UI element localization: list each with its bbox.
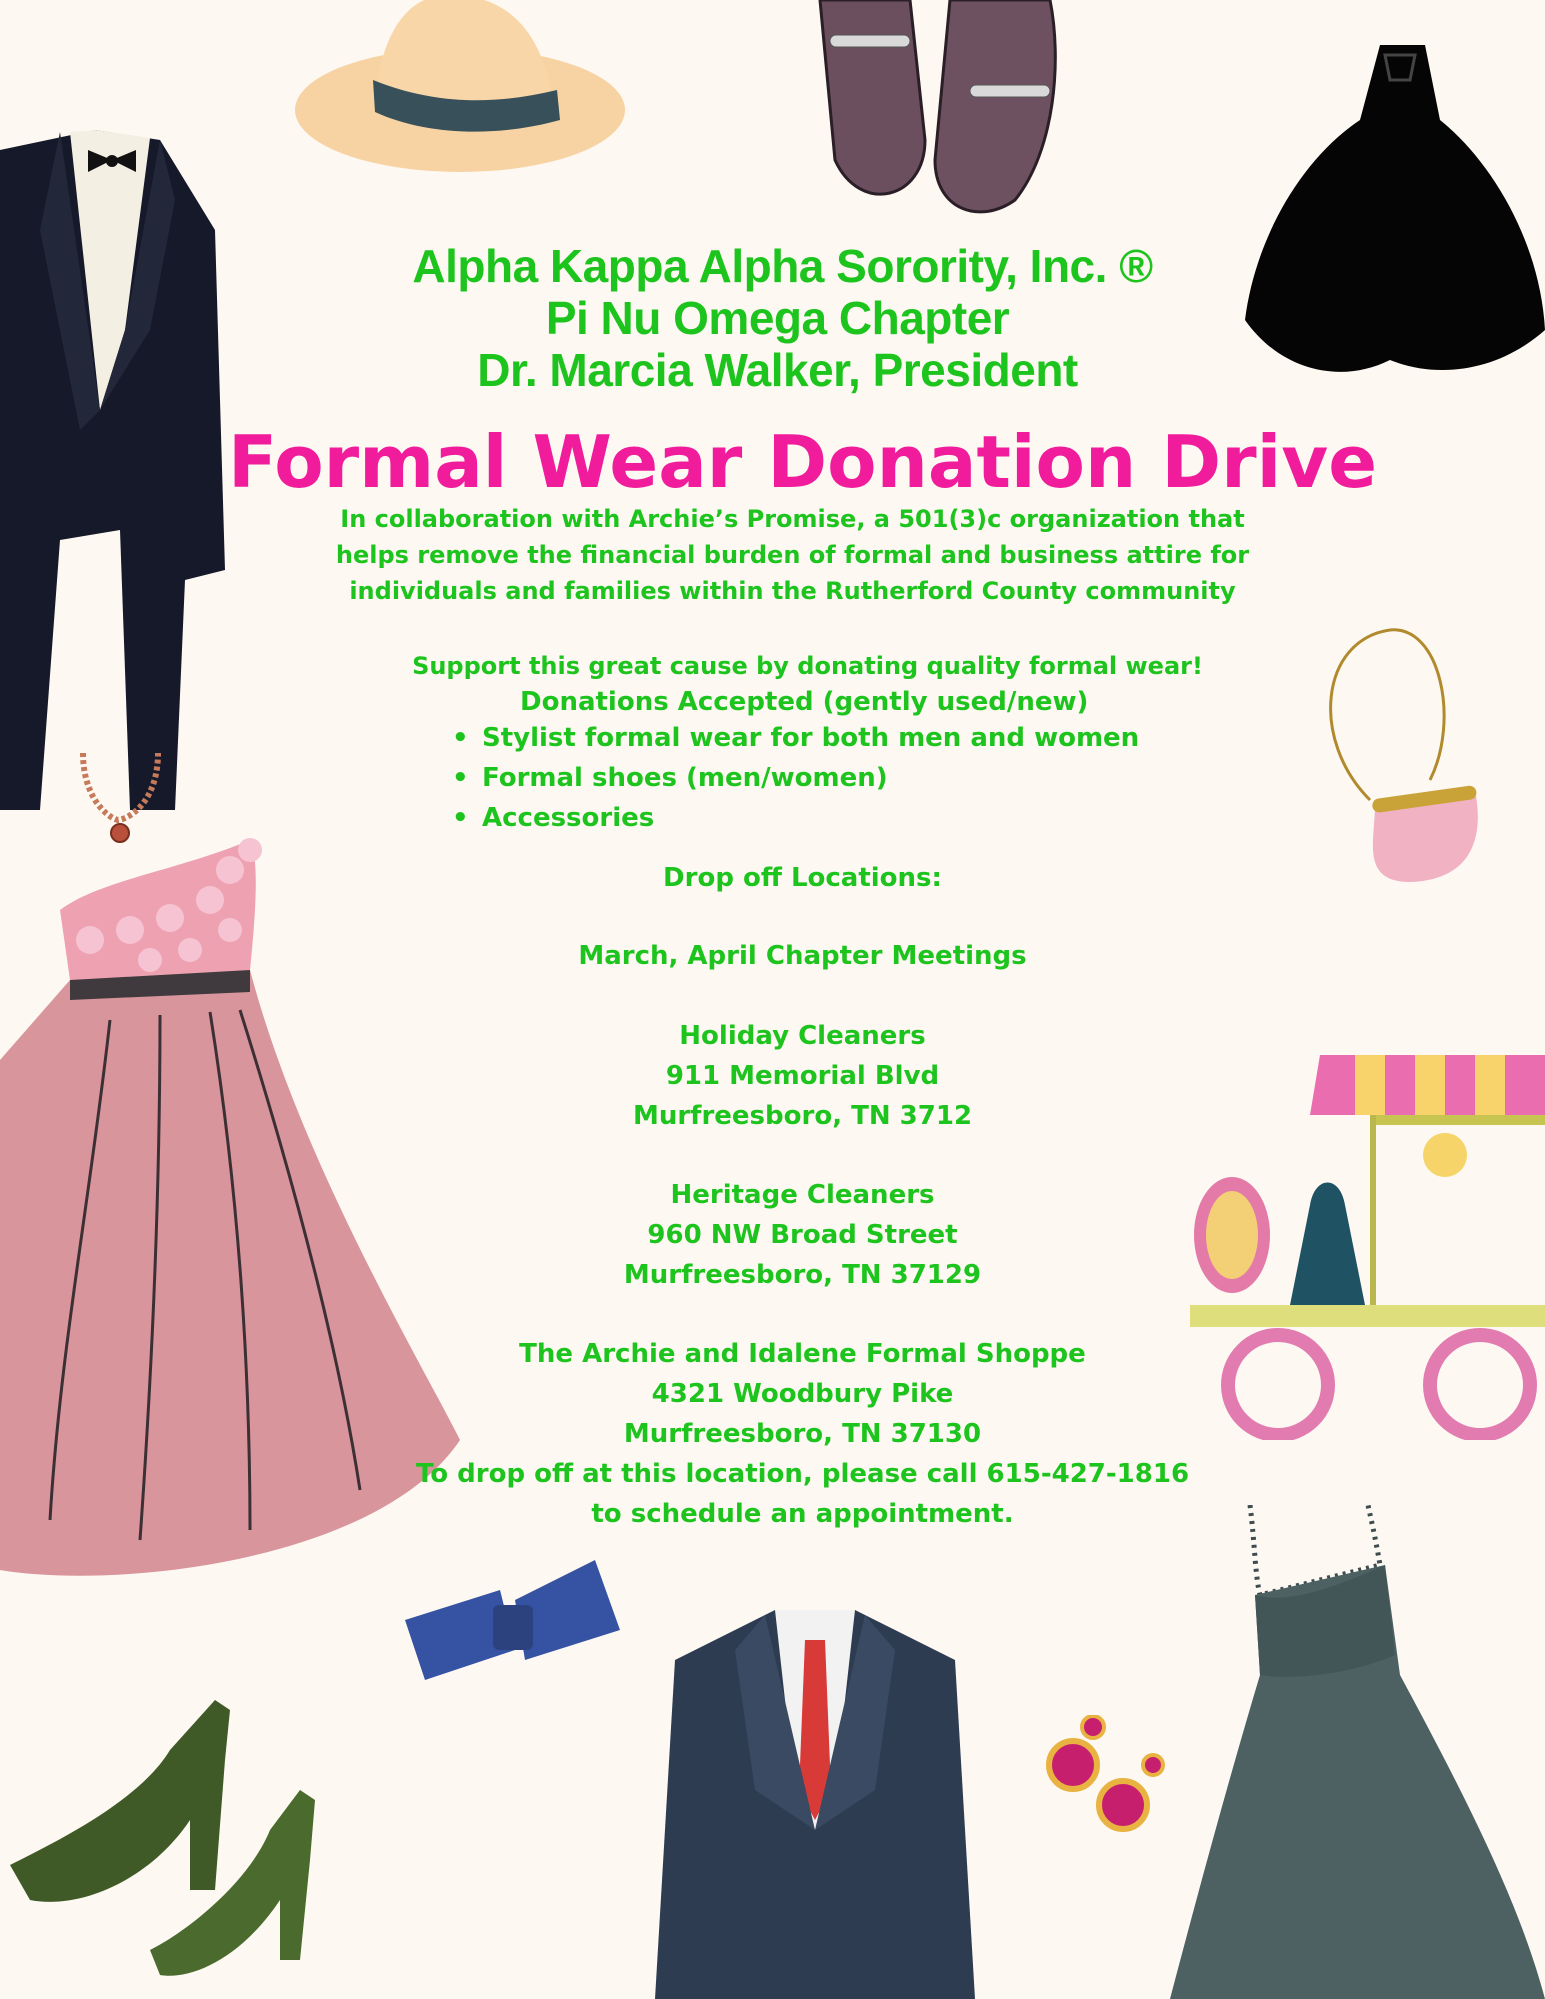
intro-line: individuals and families within the Rutherford County community (349, 577, 1236, 605)
location-name: Heritage Cleaners (670, 1180, 935, 1210)
suit-jacket-icon (655, 1590, 975, 1999)
intro-text (0, 501, 1545, 609)
bow-tie-icon (405, 1560, 625, 1705)
donations-list (452, 718, 1139, 838)
location-city: Murfreesboro, TN 3712 (632, 1101, 973, 1131)
intro-line: helps remove the financial burden of formal and business attire for (335, 541, 1250, 569)
list-item: • Stylist formal wear for both men and women (452, 723, 1140, 753)
location-formal-shoppe (0, 1334, 1545, 1534)
loafers-icon (800, 0, 1070, 225)
org-name: Alpha Kappa Alpha Sorority, Inc. ® (412, 240, 1153, 292)
dropoff-heading: Drop off Locations: (663, 863, 942, 893)
location-holiday (0, 1016, 1545, 1136)
appointment-line: to schedule an appointment. (591, 1499, 1014, 1529)
location-address: 960 NW Broad Street (647, 1220, 958, 1250)
location-heritage (0, 1175, 1545, 1295)
meetings-text: March, April Chapter Meetings (578, 941, 1027, 971)
location-address: 4321 Woodbury Pike (651, 1379, 954, 1409)
location-name: Holiday Cleaners (679, 1021, 926, 1051)
location-city: Murfreesboro, TN 37129 (623, 1260, 982, 1290)
earrings-icon (1028, 1715, 1168, 1850)
sun-hat-icon (295, 0, 625, 180)
location-name: The Archie and Idalene Formal Shoppe (519, 1339, 1086, 1369)
list-item: • Formal shoes (men/women) (452, 763, 888, 793)
president-name: Dr. Marcia Walker, President (477, 344, 1078, 396)
intro-line: In collaboration with Archie’s Promise, a 501(3)c organization that (340, 505, 1245, 533)
high-heels-icon (0, 1680, 320, 1980)
appointment-line: To drop off at this location, please call 615-427-1816 (415, 1459, 1190, 1489)
donations-heading: Donations Accepted (gently used/new) (520, 687, 1089, 717)
chapter-header (0, 240, 1545, 396)
location-city: Murfreesboro, TN 37130 (623, 1419, 982, 1449)
support-text: Support this great cause by donating quality formal wear! (412, 652, 1203, 680)
grey-gown-icon (1170, 1505, 1545, 1999)
list-item: • Accessories (452, 803, 655, 833)
chapter-name: Pi Nu Omega Chapter (545, 292, 1010, 344)
page-title: Formal Wear Donation Drive (227, 420, 1378, 504)
location-address: 911 Memorial Blvd (665, 1061, 940, 1091)
